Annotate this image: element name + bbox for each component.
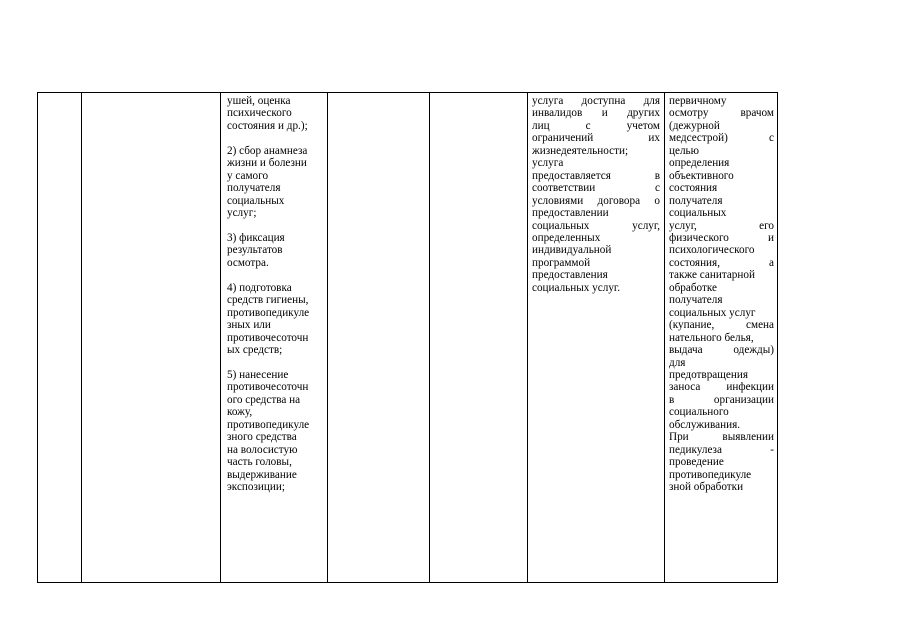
text-line: зной обработки — [669, 481, 744, 494]
column-divider — [664, 93, 665, 582]
text-line: услуга доступна для — [532, 95, 660, 107]
text-line: для — [669, 356, 686, 369]
text-line: услуга — [532, 157, 564, 170]
text-line: лиц с учетом — [532, 119, 660, 132]
action-text: 3) фиксация результатов осмотра. — [227, 231, 285, 269]
text-line: предоставления — [532, 269, 608, 282]
text-line: получателя — [669, 294, 723, 307]
text-line: жизнедеятельности; — [532, 144, 629, 157]
text-line: соответствии с — [532, 182, 660, 195]
text-line: объективного — [669, 169, 734, 182]
text-line: определенных — [532, 231, 601, 244]
services-table — [37, 92, 778, 583]
text-line: (купание, смена — [669, 319, 774, 332]
column-divider — [327, 93, 328, 582]
column-divider — [220, 93, 221, 582]
text-line: выдача одежды) — [669, 344, 774, 357]
service-actions-cell — [227, 95, 323, 493]
text-line: (дежурной — [669, 119, 720, 132]
text-line: условиями договора о — [532, 194, 660, 207]
text-line: получателя — [669, 194, 723, 207]
column-divider — [429, 93, 430, 582]
description-cell — [669, 95, 774, 494]
text-line: первичному — [669, 95, 727, 107]
text-line: состояния, а — [669, 256, 774, 269]
text-line: индивидуальной — [532, 244, 612, 257]
text-line: противопедикуле — [669, 468, 752, 481]
column-divider — [527, 93, 528, 582]
column-divider — [81, 93, 82, 582]
text-line: определения — [669, 157, 730, 170]
text-line: услуг, его — [669, 219, 774, 232]
action-text: 5) нанесение противочесоточн ого средства на кожу, противопедикуле зного средства на волосистую часть головы, выдерживание экспозиции; — [227, 368, 310, 493]
text-line: социальных услуг — [669, 306, 756, 319]
text-line: При выявлении — [669, 431, 774, 444]
text-line: социальных услуг. — [532, 281, 621, 294]
conditions-cell — [532, 95, 660, 294]
text-line: целью — [669, 144, 699, 157]
text-line: предоставляется в — [532, 169, 660, 182]
text-line: программой — [532, 256, 591, 269]
text-line: заноса инфекции — [669, 381, 774, 394]
text-line: нательного белья, — [669, 331, 754, 344]
action-text: 2) сбор анамнеза жизни и болезни у самого получателя социальных услуг; — [227, 144, 308, 220]
text-line: ограничений их — [532, 132, 660, 145]
text-line: инвалидов и других — [532, 107, 660, 120]
text-line: педикулеза - — [669, 443, 774, 456]
text-line: в организации — [669, 393, 774, 406]
text-line: психологического — [669, 244, 755, 257]
text-line: также санитарной — [669, 269, 755, 282]
text-line: предотвращения — [669, 368, 748, 381]
text-line: физического и — [669, 231, 774, 244]
text-line: социальных — [669, 207, 727, 220]
text-line: состояния — [669, 182, 718, 195]
text-line: обслуживания. — [669, 418, 741, 431]
text-line: проведение — [669, 456, 724, 469]
text-line: предоставлении — [532, 207, 609, 220]
text-line: социального — [669, 406, 729, 419]
text-line: социальных услуг, — [532, 219, 660, 232]
text-line: осмотру врачом — [669, 107, 774, 120]
text-line: медсестрой) с — [669, 132, 774, 145]
action-text: 4) подготовка средств гигиены, противопедикуле зных или противочесоточн ых средств; — [227, 281, 310, 357]
action-text: ушей, оценка психического состояния и др.); — [227, 95, 308, 132]
text-line: обработке — [669, 281, 717, 294]
